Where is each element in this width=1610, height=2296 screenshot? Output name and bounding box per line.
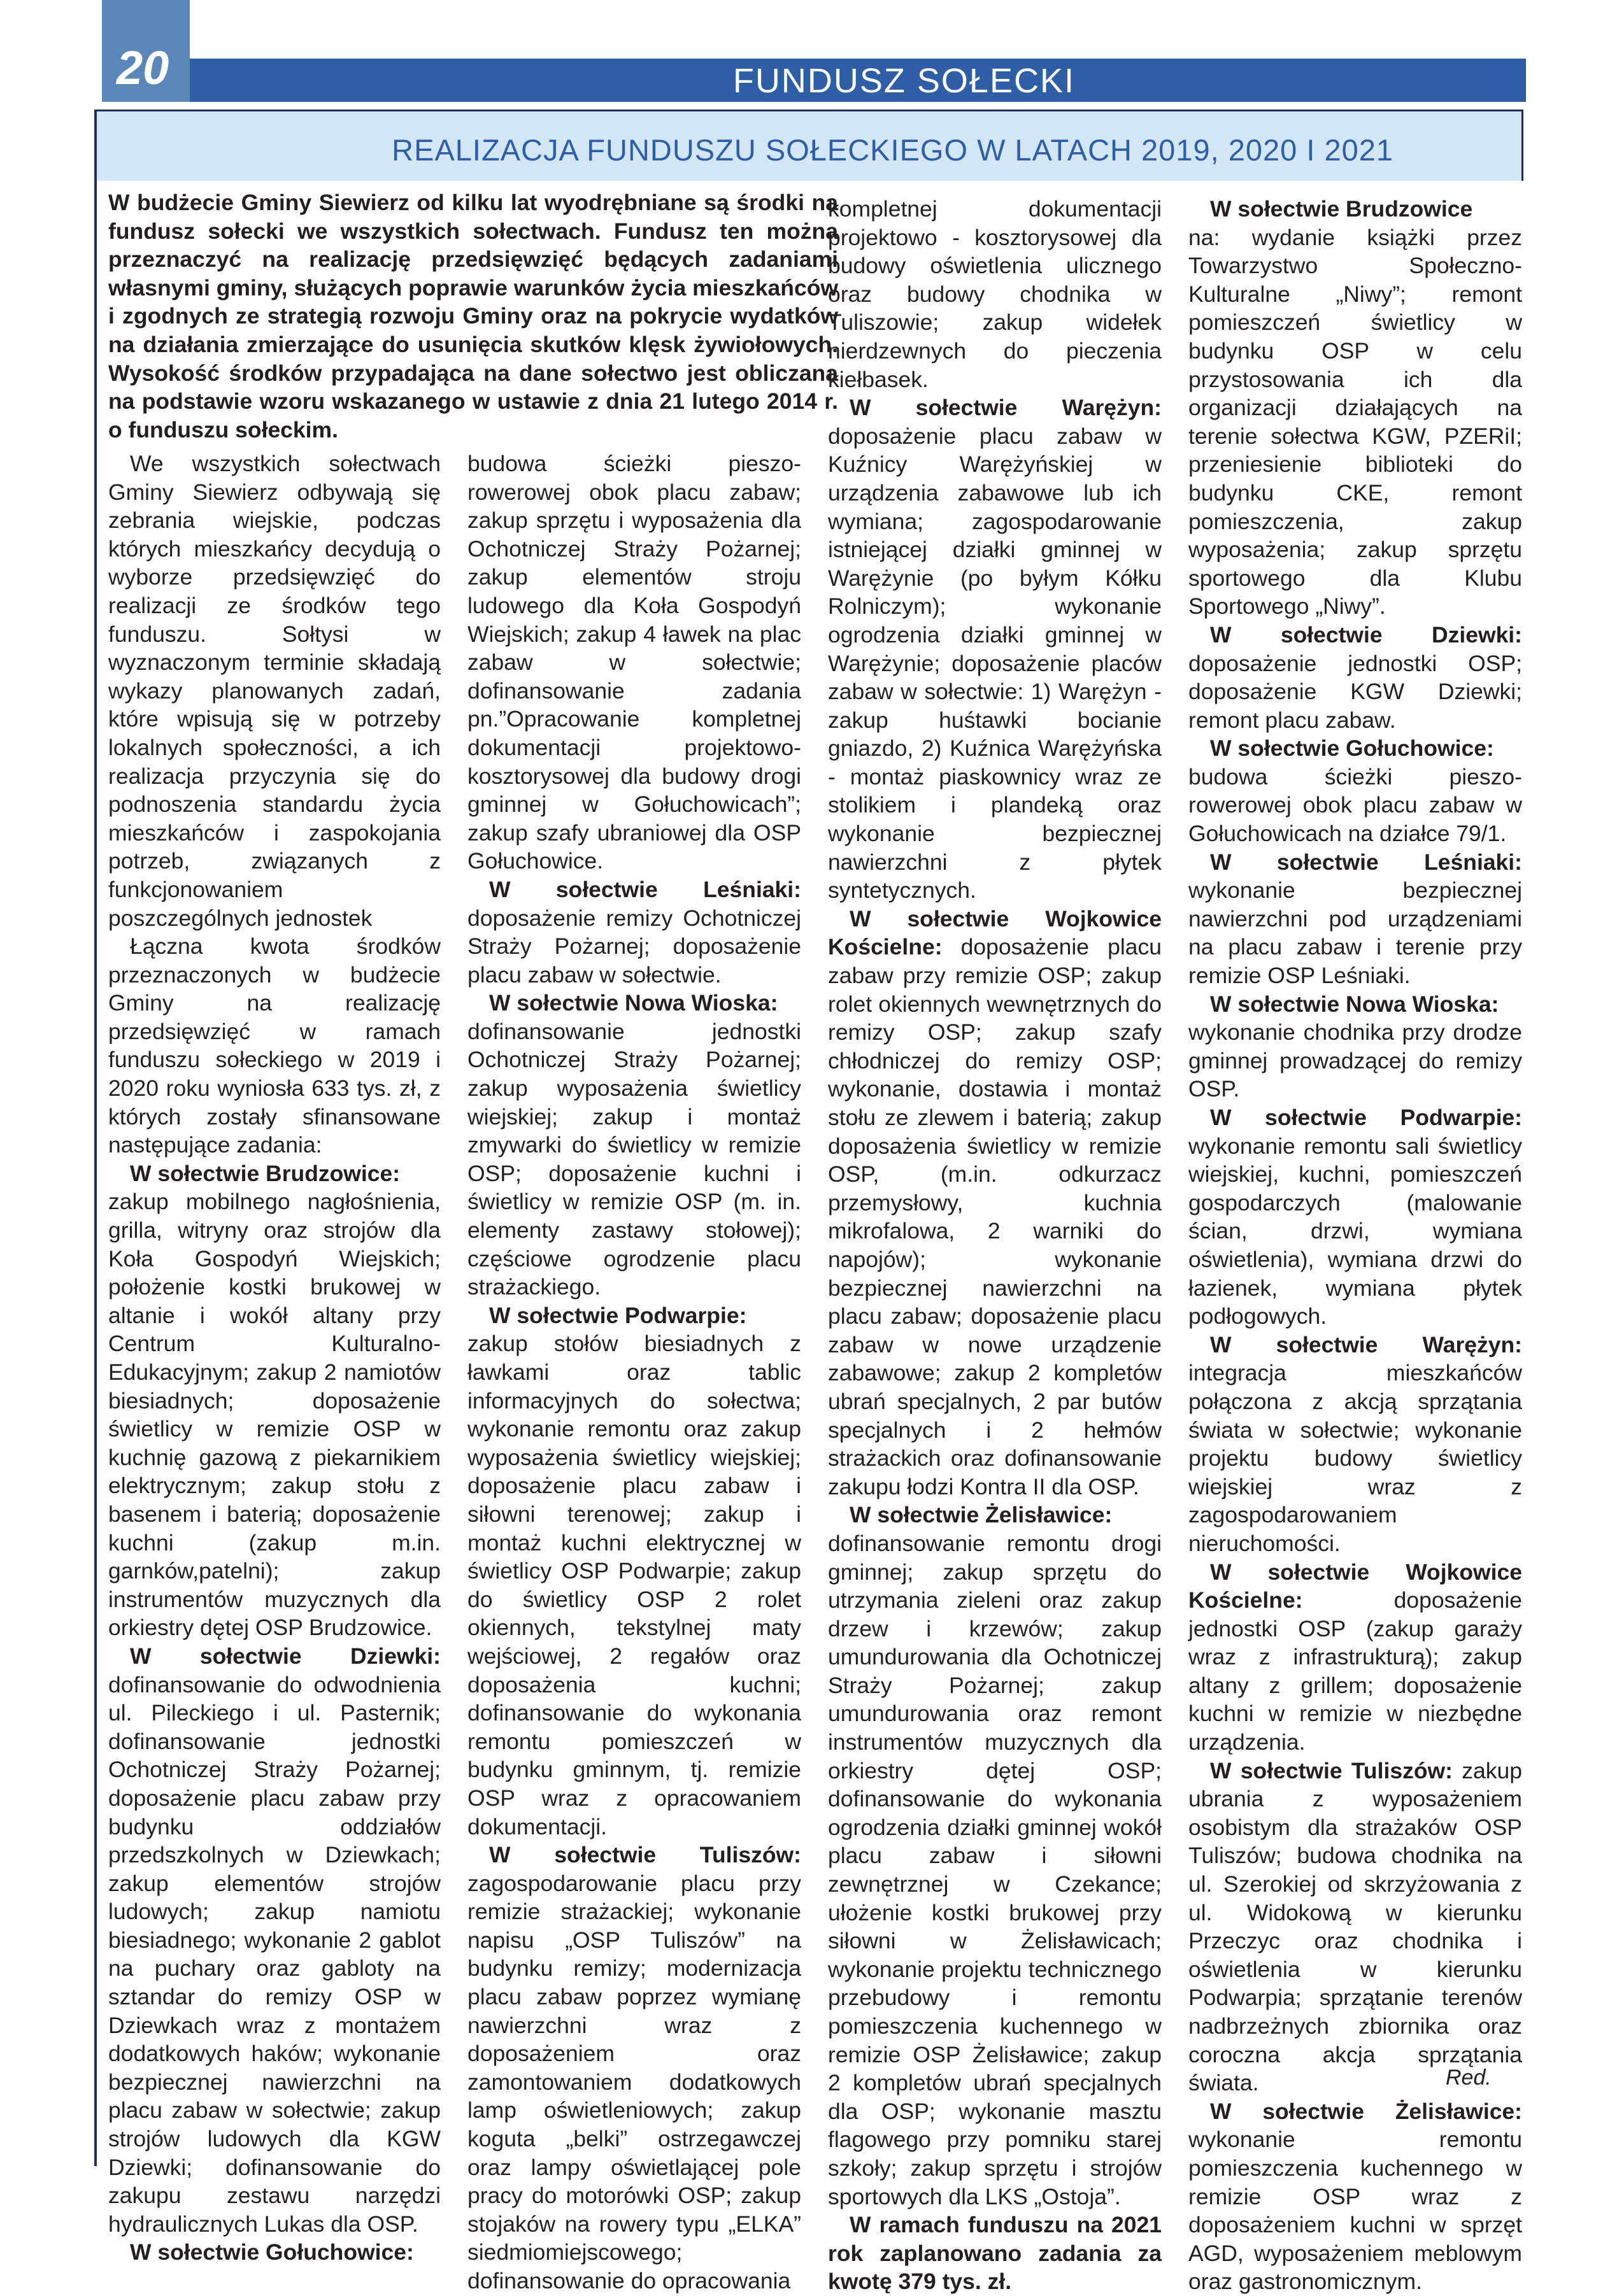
- article-title: REALIZACJA FUNDUSZU SOŁECKIEGO W LATACH 2019, 2020 I 2021: [392, 133, 1393, 167]
- village-text: zakup stołów biesiadnych z ławkami oraz tablic informacyjnych do sołectwa; wykonanie remontu oraz zakup wyposażenia świetlicy wiejskiej; doposażenie placu zabaw i siłowni terenowej; zakup i montaż kuchni elektrycznej w świetlicy OSP Podwarpie; zakup do świetlicy OSP 2 rolet okiennych, tekstylnej maty wejściowej, 2 regałów oraz doposażenia kuchni; dofinansowanie do wykonania remontu pomieszczeń w budynku gminnym, tj. remizie OSP wraz z opracowaniem dokumentacji.: [467, 1331, 801, 1839]
- village-paragraph: [1188, 2097, 1522, 2296]
- village-text: budowa ścieżki pieszo-rowerowej obok placu zabaw; zakup sprzętu i wyposażenia dla Ochotniczej Straży Pożarnej; zakup elementów stroju ludowego dla Koła Gospodyń Wiejskich; zakup 4 ławek na plac zabaw w sołectwie; dofinansowanie zadania pn.”Opracowanie kompletnej dokumentacji projektowo-kosztorysowej dla budowy drogi gminnej w Gołuchowicach”; zakup szafy ubraniowej dla OSP Gołuchowice.: [467, 451, 801, 874]
- village-paragraph: [828, 905, 1162, 1501]
- village-text: wykonanie remontu sali świetlicy wiejskiej, kuchni, pomieszczeń gospodarczych (malowanie ścian, drzwi, wymiana oświetlenia), wymiana drzwi do łazienek, wymiana płytek podłogowych.: [1188, 1133, 1522, 1329]
- village-heading: W sołectwie Żelisławice:: [1210, 2098, 1522, 2124]
- closing-note: W ramach funduszu na 2021 rok zaplanowano zadania za kwotę 379 tys. zł.: [828, 2212, 1162, 2295]
- village-heading: W sołectwie Tuliszów:: [489, 1842, 801, 1868]
- section-title: FUNDUSZ SOŁECKI: [732, 62, 1075, 100]
- village-paragraph: [467, 1841, 801, 2295]
- village-text: doposażenie remizy Ochotniczej Straży Pożarnej; doposażenie placu zabaw w sołectwie.: [467, 905, 801, 988]
- village-text: wykonanie chodnika przy drodze gminnej prowadzącej do remizy OSP.: [1188, 1019, 1522, 1102]
- village-text: doposażenie jednostki OSP; doposażenie KGW Dziewki; remont placu zabaw.: [1188, 650, 1522, 733]
- village-heading: W sołectwie Gołuchowice:: [1210, 735, 1494, 762]
- village-text: zakup ubrania z wyposażeniem osobistym dla strażaków OSP Tuliszów; budowa chodnika na ul. Szerokiej od skrzyżowania z ul. Widokową w kierunku Przeczyc oraz chodnika i oświetlenia w kierunku Podwarpia; sprzątanie terenów nadbrzeżnych zbiornika oraz coroczna akcja sprzątania świata.: [1188, 1757, 1522, 2096]
- village-heading: W sołectwie Podwarpie:: [1210, 1105, 1522, 1130]
- village-paragraph: [1188, 848, 1522, 990]
- village-heading: W sołectwie Warężyn:: [1210, 1331, 1522, 1357]
- village-heading: W sołectwie Warężyn:: [850, 395, 1162, 421]
- village-heading: W sołectwie Tuliszów:: [1210, 1757, 1453, 1783]
- village-text: dofinansowanie remontu drogi gminnej; zakup sprzętu do utrzymania zieleni oraz zakup drzew i krzewów; zakup umundurowania dla Ochotniczej Straży Pożarnej; zakup umundurowania oraz remont instrumentów muzycznych dla orkiestry dętej OSP; dofinansowanie do wykonania ogrodzenia działki gminnej wokół placu zabaw i siłowni zewnętrznej w Czekance; ułożenie kostki brukowej przy siłowni w Żelisławicach; wykonanie projektu technicznego przebudowy i remontu pomieszczenia kuchennego w remizie OSP Żelisławice; zakup 2 kompletów ubrań specjalnych dla OSP; wykonanie masztu flagowego przy pomniku starej szkoły; zakup sprzętu i strojów sportowych dla LKS „Ostoja”.: [828, 1530, 1162, 2209]
- village-text: integracja mieszkańców połączona z akcją sprzątania świata w sołectwie; wykonanie projektu budowy świetlicy wiejskiej wraz z zagospodarowaniem nieruchomości.: [1188, 1360, 1522, 1556]
- village-text: doposażenie jednostki OSP (zakup garaży wraz z infrastrukturą); zakup altany z grillem; doposażenie kuchni w remizie w niezbędne urządzenia.: [1188, 1587, 1522, 1755]
- village-heading: W sołectwie Brudzowice: [1210, 196, 1473, 222]
- column-3: [828, 195, 1162, 2296]
- village-text: dofinansowanie jednostki Ochotniczej Straży Pożarnej; zakup wyposażenia świetlicy wiejskiej; zakup i montaż zmywarki do świetlicy w remizie OSP; doposażenie kuchni i świetlicy w remizie OSP (m. in. elementy zastawy stołowej); częściowe ogrodzenie placu strażackiego.: [467, 1018, 801, 1300]
- column-2: [467, 450, 801, 2295]
- signature: Red.: [1446, 2066, 1492, 2090]
- left-border-rule: [94, 110, 97, 2166]
- village-heading: W sołectwie Podwarpie:: [489, 1302, 747, 1328]
- village-heading: W sołectwie Wojkowice Kościelne:: [1188, 1559, 1522, 1613]
- village-heading: W sołectwie Nowa Wioska:: [1210, 991, 1499, 1017]
- village-heading: W sołectwie Dziewki:: [1210, 621, 1522, 648]
- column-1: [108, 450, 441, 2267]
- village-text: kompletnej dokumentacji projektowo - kosztorysowej dla budowy oświetlenia ulicznego oraz budowy chodnika w Tuliszowie; zakup widełek nierdzewnych do pieczenia kiełbasek.: [828, 196, 1162, 392]
- village-paragraph: [828, 393, 1162, 905]
- village-text: budowa ścieżki pieszo-rowerowej obok placu zabaw w Gołuchowicach na działce 79/1.: [1188, 763, 1522, 847]
- village-paragraph: [1188, 621, 1522, 734]
- village-heading: W sołectwie Leśniaki:: [1210, 849, 1522, 875]
- village-text: doposażenie placu zabaw w Kuźnicy Warężyńskiej w urządzenia zabawowe lub ich wymiana; zagospodarowanie istniejącej działki gminnej w Warężynie (po byłym Kółku Rolniczym); wykonanie ogrodzenia działki gminnej w Warężynie; doposażenie placów zabaw w sołectwie: 1) Warężyn - zakup huśtawki bocianie gniazdo, 2) Kuźnica Warężyńska - montaż piaskownicy wraz ze stolikiem i plandeką oraz wykonanie bezpiecznej nawierzchni z płytek syntetycznych.: [828, 423, 1162, 904]
- page-number: 20: [117, 41, 169, 94]
- paragraph: Łączna kwota środków przeznaczonych w budżecie Gminy na realizację przedsięwzięć w ramach funduszu sołeckiego w 2019 i 2020 roku wyniosła 633 tys. zł, z których zostały sfinansowane następujące zadania:: [108, 933, 441, 1158]
- village-heading: W sołectwie Wojkowice Kościelne:: [828, 905, 1162, 960]
- village-paragraph: [1188, 1558, 1522, 1757]
- village-text: wykonanie bezpiecznej nawierzchni pod urządzeniami na placu zabaw i terenie przy remizie OSP Leśniaki.: [1188, 877, 1522, 989]
- lead-paragraph: W budżecie Gminy Siewierz od kilku lat wyodrębniane są środki na fundusz sołecki we wszystkich sołectwach. Fundusz ten można przeznaczyć na realizację przedsięwzięć będących zadaniami własnymi gminy, służących poprawie warunków życia mieszkańców i zgodnych ze strategią rozwoju Gminy oraz na pokrycie wydatków na działania zmierzające do usunięcia skutków klęsk żywiołowych. Wysokość środków przypadająca na dane sołectwo jest obliczana na podstawie wzoru wskazanego w ustawie z dnia 21 lutego 2014 r. o funduszu sołeckim.: [108, 190, 838, 443]
- village-heading: W sołectwie Nowa Wioska:: [489, 990, 778, 1016]
- column-4: [1188, 195, 1522, 2296]
- village-text: zakup mobilnego nagłośnienia, grilla, witryny oraz strojów dla Koła Gospodyń Wiejskich; położenie kostki brukowej w altanie i wokół altany przy Centrum Kulturalno-Edukacyjnym; zakup 2 namiotów biesiadnych; doposażenie świetlicy w remizie OSP w kuchnię gazową z piekarnikiem elektrycznym; zakup stołu z basenem i baterią; doposażenie kuchni (zakup m.in. garnków,patelni); zakup instrumentów muzycznych dla orkiestry dętej OSP Brudzowice.: [108, 1189, 441, 1641]
- village-paragraph: [1188, 1331, 1522, 1558]
- village-text: dofinansowanie do odwodnienia ul. Pileckiego i ul. Pasternik; dofinansowanie jednostki Ochotniczej Straży Pożarnej; doposażenie placu zabaw przy budynku oddziałów przedszkolnych w Dziewkach; zakup elementów strojów ludowych; zakup namiotu biesiadnego; wykonanie 2 gablot na puchary oraz gabloty na sztandar do remizy OSP w Dziewkach wraz z montażem dodatkowych haków; wykonanie bezpiecznej nawierzchni na placu zabaw w sołectwie; zakup strojów ludowych dla KGW Dziewki; dofinansowanie do zakupu zestawu narzędzi hydraulicznych Lukas dla OSP.: [108, 1671, 441, 2237]
- village-heading: W sołectwie Leśniaki:: [489, 876, 801, 902]
- village-text: na: wydanie książki przez Towarzystwo Społeczno-Kulturalne „Niwy”; remont pomieszczeń świetlicy w budynku OSP w celu przystosowania ich dla organizacji działających na terenie sołectwa KGW, PZERiI; przeniesienie biblioteki do budynku CKE, remont pomieszczenia, zakup wyposażenia; zakup sprzętu sportowego dla Klubu Sportowego „Niwy”.: [1188, 224, 1522, 620]
- village-heading: W sołectwie Żelisławice:: [850, 1502, 1113, 1528]
- village-paragraph: [467, 875, 801, 989]
- village-text: zagospodarowanie placu przy remizie strażackiej; wykonanie napisu „OSP Tuliszów” na budynku remizy; modernizacja placu zabaw poprzez wymianę nawierzchni wraz z doposażeniem oraz zamontowaniem dodatkowych lamp oświetleniowych; zakup koguta „belki” ostrzegawczej oraz lampy oświetlającej pole pracy do motorówki OSP; zakup stojaków na rowery typu „ELKA” siedmiomiejscowego; dofinansowanie do opracowania: [467, 1870, 801, 2293]
- village-heading: W sołectwie Gołuchowice:: [130, 2239, 414, 2265]
- village-paragraph: [1188, 1103, 1522, 1331]
- village-text: doposażenie placu zabaw przy remizie OSP; zakup rolet okiennych wewnętrznych do remizy OSP; zakup szafy chłodniczej do remizy OSP; wykonanie, dostawia i montaż stołu ze zlewem i baterią; zakup doposażenia świetlicy w remizie OSP, (m.in. odkurzacz przemysłowy, kuchnia mikrofalowa, 2 warniki do napojów); wykonanie bezpiecznej nawierzchni na placu zabaw; doposażenie placu zabaw w nowe urządzenie zabawowe; zakup 2 kompletów ubrań specjalnych, 2 par butów specjalnych i 2 hełmów strażackich oraz dofinansowanie zakupu łodzi Kontra II dla OSP.: [828, 934, 1162, 1499]
- village-heading: W sołectwie Dziewki:: [130, 1643, 441, 1669]
- village-heading: W sołectwie Brudzowice:: [130, 1160, 401, 1186]
- village-text: wykonanie remontu pomieszczenia kuchennego w remizie OSP wraz z doposażeniem kuchni w sprzęt AGD, wyposażeniem meblowym oraz gastronomicznym.: [1188, 2127, 1522, 2295]
- header-gap: [94, 102, 1526, 110]
- village-paragraph: [108, 1642, 441, 2238]
- paragraph: We wszystkich sołectwach Gminy Siewierz odbywają się zebrania wiejskie, podczas których mieszkańcy decydują o wyborze przedsięwzięć do realizacji ze środków tego funduszu. Sołtysi w wyznaczonym terminie składają wykazy planowanych zadań, które wpisują się w potrzeby lokalnych społeczności, a ich realizacja przyczynia się do podnoszenia standardu życia mieszkańców i zaspokojania potrzeb, związanych z funkcjonowaniem poszczególnych jednostek: [108, 451, 441, 931]
- village-paragraph: [1188, 1757, 1522, 2097]
